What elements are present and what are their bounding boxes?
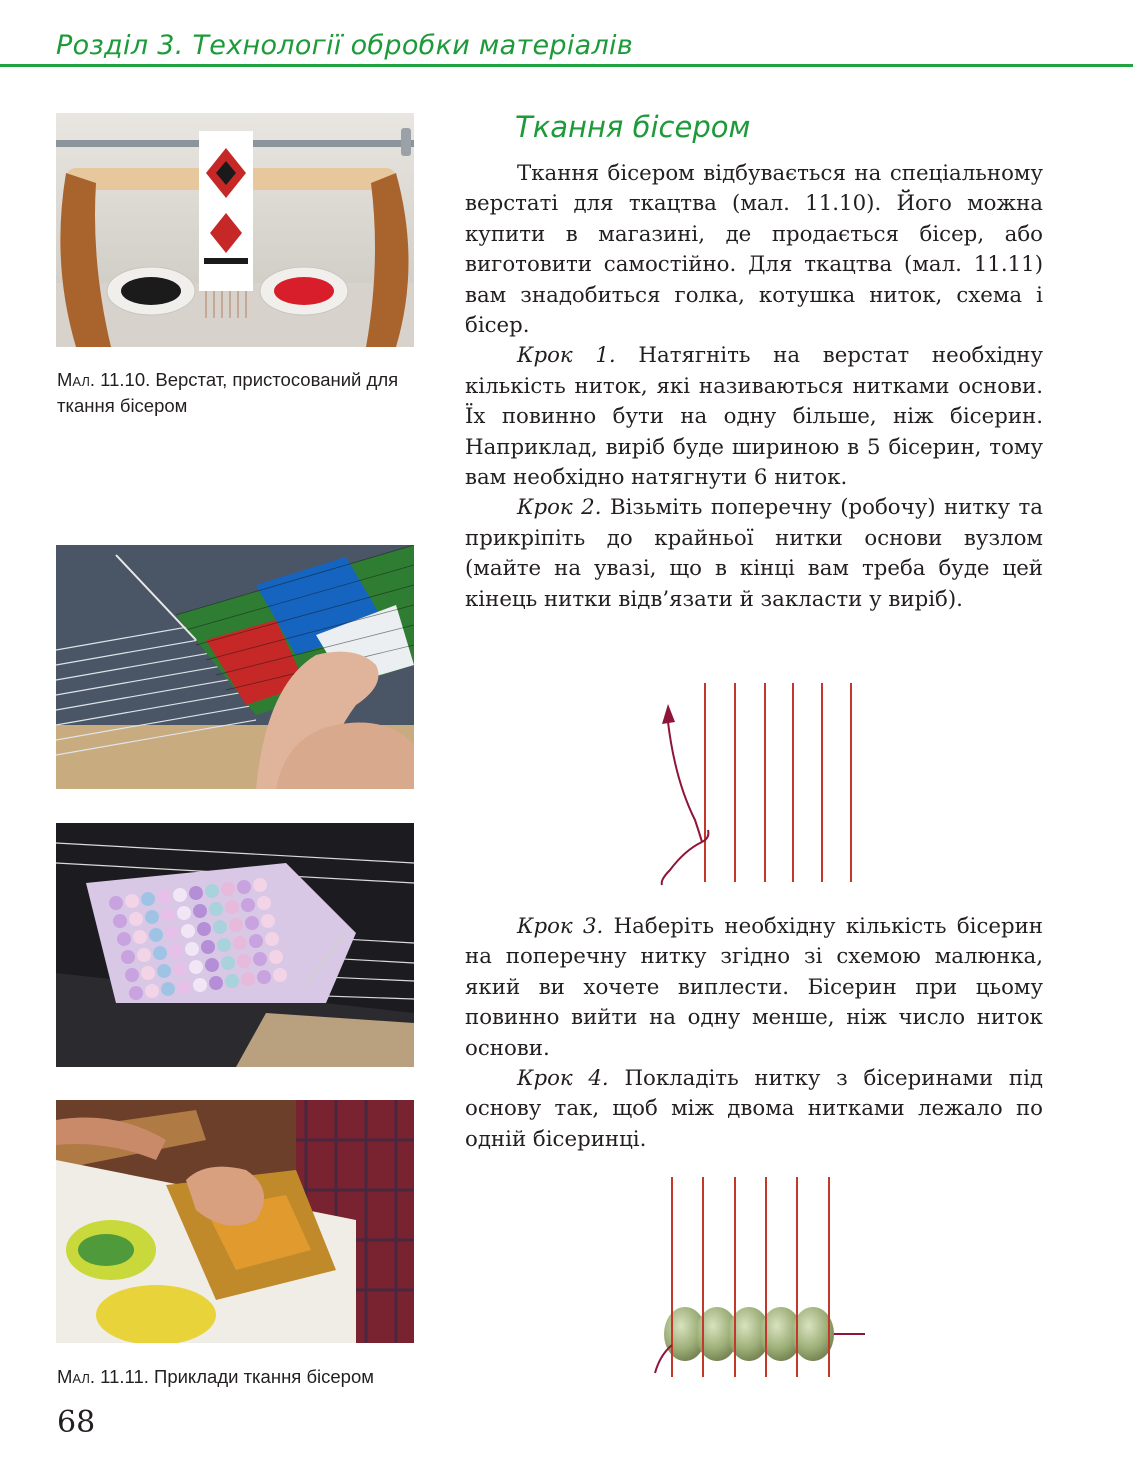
step-label: Крок 2. (517, 495, 602, 521)
header-rule (0, 64, 1133, 67)
photo-weaving-diamonds (56, 545, 414, 789)
diagram-step-2 (650, 680, 870, 890)
step-1-paragraph: Крок 1. Натягніть на верстат необхідну кількість ниток, які називаються нитками основи. Їх повинно бути на одну більше, ніж бісерин. Наприклад, виріб буде шириною в 5 бісерин, тому вам необхідно натягнути 6 ниток. (465, 343, 1044, 491)
step-3-paragraph: Крок 3. Наберіть необхідну кількість бісерин на поперечну нитку згідно зі схемою малюнка, який ви хочете виплести. Бісерин при цьому повинно вийти на одну менше, ніж число ниток основи. (465, 914, 1043, 1061)
body-text-lower (465, 912, 1043, 1155)
section-title: Ткання бісером (515, 110, 751, 144)
step-2-paragraph: Крок 2. Візьміть поперечну (робочу) нитку та прикріпіть до крайньої нитки основи вузлом (майте на увазі, що в кінці вам треба буде цей кінець нитки відв’язати й закласти у виріб). (465, 495, 1043, 612)
caption-fig-11-11: Мал. 11.11. Приклади ткання бісером (57, 1366, 374, 1387)
page-number: 68 (57, 1405, 96, 1440)
diagram-step-4 (645, 1175, 875, 1380)
step-4-paragraph: Крок 4. Покладіть нитку з бісеринами під основу так, щоб між двома нитками лежало по одній бісеринці. (465, 1066, 1043, 1152)
body-text-upper (465, 159, 1043, 615)
photo-weaving-pastel (56, 823, 414, 1067)
step-label: Крок 4. (517, 1066, 609, 1092)
running-head (0, 22, 1133, 68)
intro-paragraph: Ткання бісером відбувається на спеціальному верстаті для ткацтва (мал. 11.10). Його можна купити в магазині, де продається бісер, або виготовити самостійно. Для ткацтва (мал. 11.11) вам знадобиться голка, котушка ниток, схема і бісер. (465, 161, 1043, 339)
step-label: Крок 3. (517, 914, 604, 939)
caption-fig-11-10: Мал. 11.10. Верстат, пристосований для ткання бісером (57, 369, 399, 416)
photo-bead-loom (56, 113, 414, 347)
photo-weaving-card (56, 1100, 414, 1343)
running-title: Розділ 3. Технології обробки матеріалів (56, 30, 634, 61)
step-label: Крок 1. (517, 343, 616, 369)
